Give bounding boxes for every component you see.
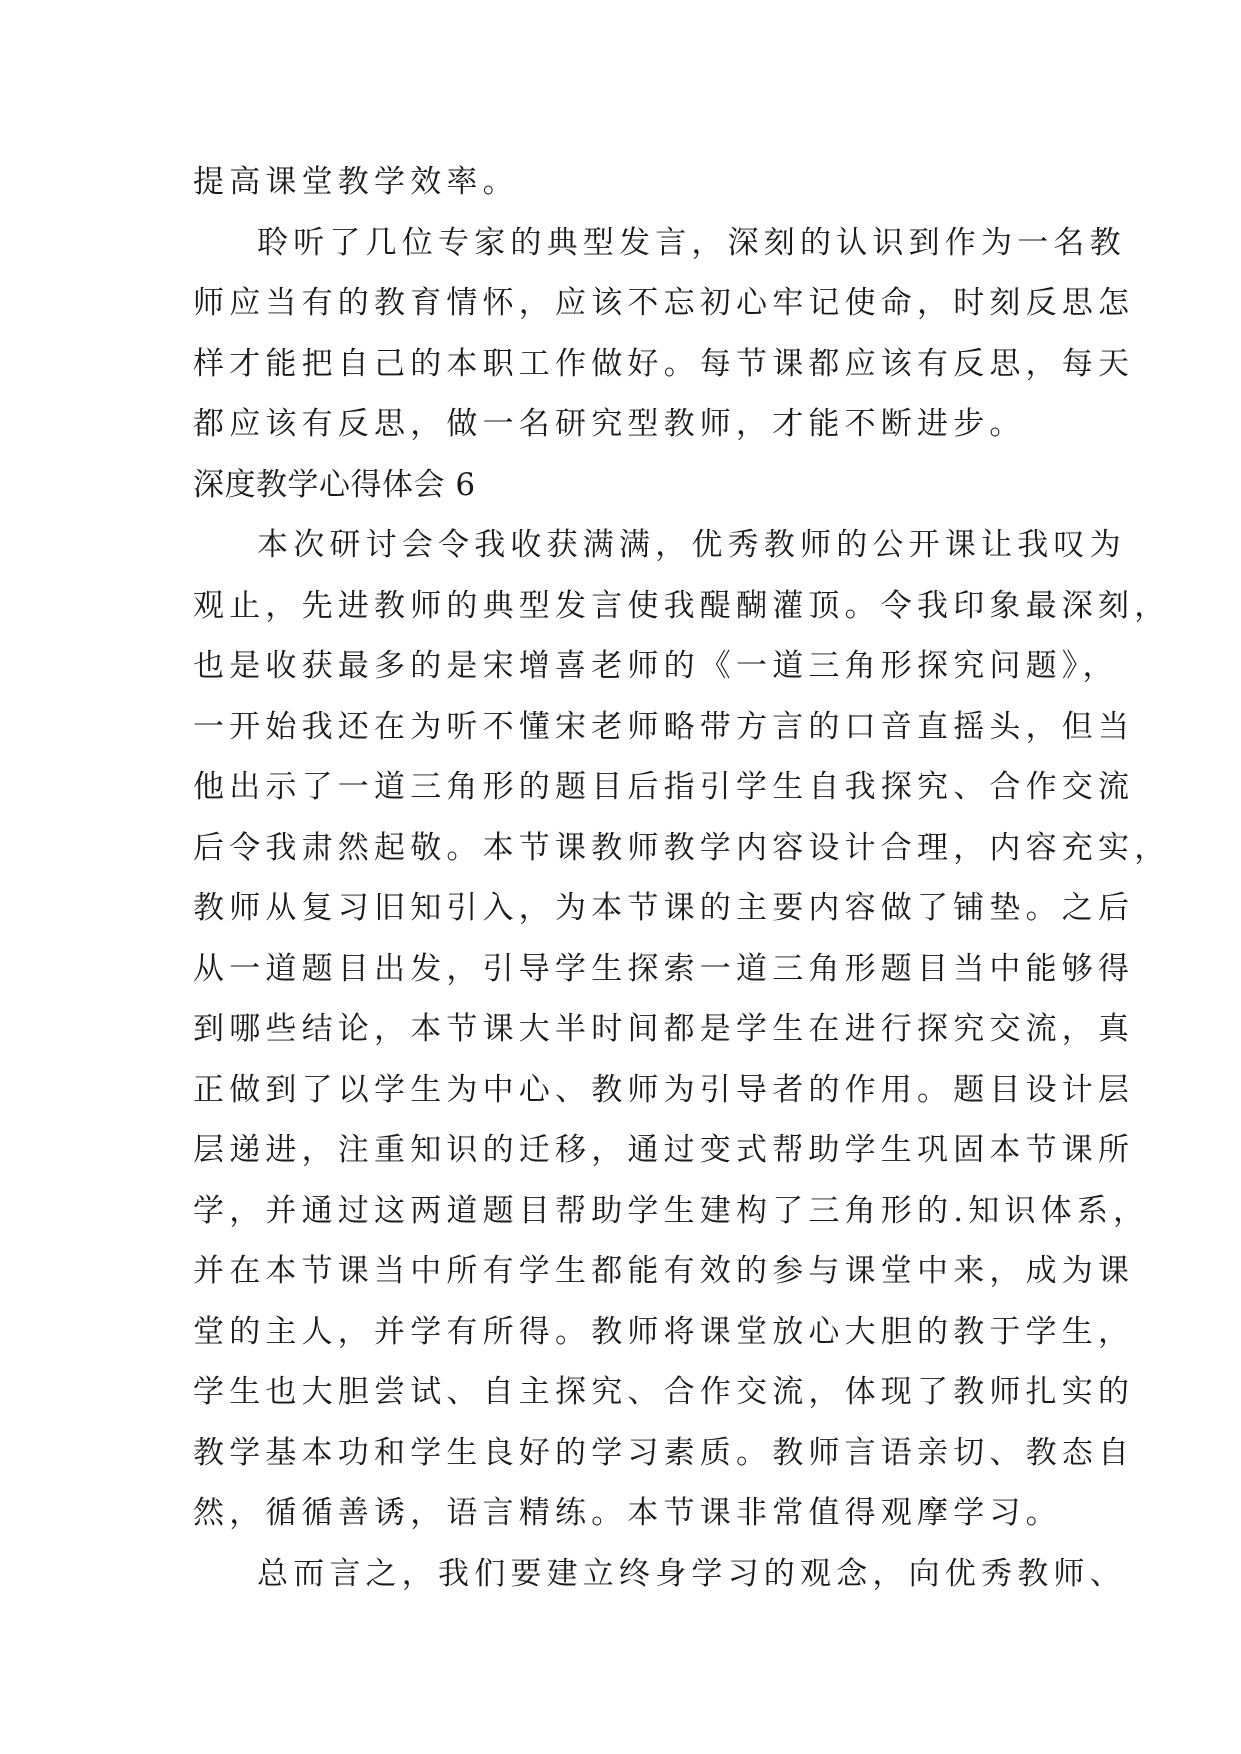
document-body	[193, 152, 1171, 1604]
text-line: 并在本节课当中所有学生都能有效的参与课堂中来，成为课	[193, 1253, 1135, 1289]
text-line: 本次研讨会令我收获满满，优秀教师的公开课让我叹为	[257, 527, 1126, 563]
text-line: 学生也大胆尝试、自主探究、合作交流，体现了教师扎实的	[193, 1374, 1135, 1410]
paragraph-reflection	[193, 213, 1135, 455]
text-line: 师应当有的教育情怀，应该不忘初心牢记使命，时刻反思怎	[193, 285, 1135, 321]
text-line: 提高课堂教学效率。	[193, 164, 519, 200]
text-line: 教学基本功和学生良好的学习素质。教师言语亲切、教态自	[193, 1434, 1135, 1471]
text-line: 教师从复习旧知引入，为本节课的主要内容做了铺垫。之后	[193, 890, 1135, 926]
text-line: 聆听了几位专家的典型发言，深刻的认识到作为一名教	[257, 224, 1126, 261]
text-line: 一开始我还在为听不懂宋老师略带方言的口音直摇头，但当	[193, 708, 1135, 745]
paragraph-continuation	[193, 152, 1073, 213]
text-line: 正做到了以学生为中心、教师为引导者的作用。题目设计层	[193, 1071, 1135, 1108]
paragraph-lesson-review	[193, 515, 1171, 1544]
text-line: 从一道题目出发，引导学生探索一道三角形题目当中能够得	[193, 950, 1135, 987]
text-line: 学，并通过这两道题目帮助学生建构了三角形的.知识体系，	[193, 1192, 1150, 1229]
text-line: 样才能把自己的本职工作做好。每节课都应该有反思，每天	[193, 345, 1135, 382]
text-line: 他出示了一道三角形的题目后指引学生自我探究、合作交流	[193, 769, 1135, 805]
section-heading: 深度教学心得体会 6	[193, 466, 476, 503]
text-line: 总而言之，我们要建立终身学习的观念，向优秀教师、	[257, 1555, 1126, 1592]
text-line: 都应该有反思，做一名研究型教师，才能不断进步。	[193, 406, 1026, 442]
text-line: 层递进，注重知识的迁移，通过变式帮助学生巩固本节课所	[193, 1132, 1135, 1168]
text-line: 也是收获最多的是宋增喜老师的《一道三角形探究问题》，	[193, 648, 1119, 684]
text-line: 堂的主人，并学有所得。教师将课堂放心大胆的教于学生，	[193, 1313, 1135, 1350]
paragraph-conclusion	[193, 1544, 1126, 1605]
text-line: 观止，先进教师的典型发言使我醍醐灌顶。令我印象最深刻，	[193, 587, 1171, 624]
text-line: 到哪些结论，本节课大半时间都是学生在进行探究交流，真	[193, 1011, 1135, 1047]
text-line: 后令我肃然起敬。本节课教师教学内容设计合理，内容充实，	[193, 829, 1171, 866]
text-line: 然，循循善诱，语言精练。本节课非常值得观摩学习。	[193, 1495, 1062, 1531]
